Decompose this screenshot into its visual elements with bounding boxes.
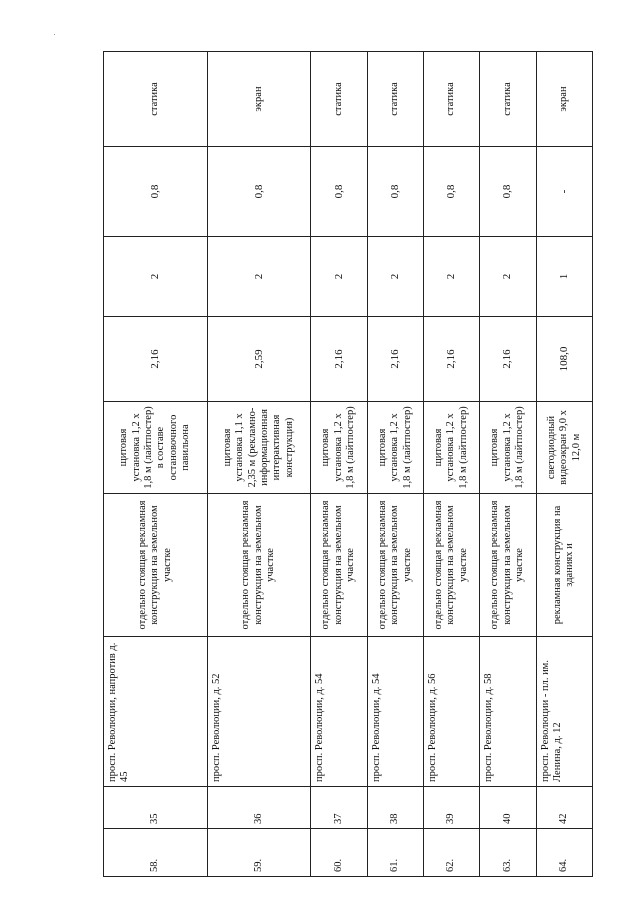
structure-id-cell: 39 <box>424 787 480 829</box>
count-cell: 1 <box>536 237 592 317</box>
display-kind-cell: статика <box>480 52 536 147</box>
table-row <box>424 52 480 877</box>
table-row <box>536 52 592 877</box>
table-row <box>207 52 311 877</box>
structure-type-cell: отдельно стоящая рекламная конструкция на земельном участке <box>367 494 423 637</box>
address-cell: просп. Революции, д. 56 <box>424 637 480 787</box>
address-cell: просп. Революции, д. 54 <box>311 637 367 787</box>
address-cell: просп. Революции, д. 52 <box>207 637 311 787</box>
address-cell: просп. Революции, д. 54 <box>367 637 423 787</box>
display-kind-cell: экран <box>536 52 592 147</box>
description-cell: щитовая установка 1,2 х 1,8 м (лайтпостер) <box>424 402 480 494</box>
count-cell: 2 <box>367 237 423 317</box>
coefficient-cell: 0,8 <box>424 147 480 237</box>
display-kind-cell: статика <box>311 52 367 147</box>
address-cell: просп. Революции, д. 58 <box>480 637 536 787</box>
description-cell: светодиодный видеоэкран 9,0 х 12,0 м <box>536 402 592 494</box>
area-cell: 2,16 <box>424 317 480 402</box>
row-number-cell: 60. <box>311 829 367 877</box>
coefficient-cell: - <box>536 147 592 237</box>
area-cell: 2,16 <box>480 317 536 402</box>
row-number-cell: 59. <box>207 829 311 877</box>
area-cell: 2,59 <box>207 317 311 402</box>
count-cell: 2 <box>424 237 480 317</box>
display-kind-cell: статика <box>424 52 480 147</box>
display-kind-cell: статика <box>367 52 423 147</box>
ad-structures-table <box>103 51 593 877</box>
coefficient-cell: 0,8 <box>480 147 536 237</box>
description-cell: щитовая установка 1,2 х 1,8 м (лайтпостер) <box>480 402 536 494</box>
row-number-cell: 61. <box>367 829 423 877</box>
description-cell: щитовая установка 1,2 х 1,8 м (лайтпостер) в составе остановочного павильона <box>104 402 208 494</box>
count-cell: 2 <box>480 237 536 317</box>
area-cell: 2,16 <box>311 317 367 402</box>
coefficient-cell: 0,8 <box>311 147 367 237</box>
table-body <box>104 52 593 877</box>
table-row <box>104 52 208 877</box>
row-number-cell: 58. <box>104 829 208 877</box>
structure-type-cell: отдельно стоящая рекламная конструкция на земельном участке <box>311 494 367 637</box>
display-kind-cell: экран <box>207 52 311 147</box>
row-number-cell: 63. <box>480 829 536 877</box>
display-kind-cell: статика <box>104 52 208 147</box>
scan-artifact <box>54 34 55 35</box>
rotated-table-wrapper <box>103 52 593 877</box>
structure-type-cell: отдельно стоящая рекламная конструкция на земельном участке <box>480 494 536 637</box>
structure-type-cell: отдельно стоящая рекламная конструкция на земельном участке <box>207 494 311 637</box>
description-cell: щитовая установка 1,1 х 2,35 м (рекламно-информационная интерактивная конструкция) <box>207 402 311 494</box>
structure-type-cell: рекламная конструкция на зданиях и <box>536 494 592 637</box>
area-cell: 2,16 <box>104 317 208 402</box>
structure-id-cell: 40 <box>480 787 536 829</box>
count-cell: 2 <box>104 237 208 317</box>
count-cell: 2 <box>311 237 367 317</box>
coefficient-cell: 0,8 <box>104 147 208 237</box>
address-cell: просп. Революции - пл. им. Ленина, д. 12 <box>536 637 592 787</box>
count-cell: 2 <box>207 237 311 317</box>
table-row <box>367 52 423 877</box>
address-cell: просп. Революции, напротив д. 45 <box>104 637 208 787</box>
table-row <box>311 52 367 877</box>
row-number-cell: 64. <box>536 829 592 877</box>
structure-id-cell: 37 <box>311 787 367 829</box>
area-cell: 2,16 <box>367 317 423 402</box>
structure-id-cell: 35 <box>104 787 208 829</box>
coefficient-cell: 0,8 <box>367 147 423 237</box>
structure-type-cell: отдельно стоящая рекламная конструкция на земельном участке <box>104 494 208 637</box>
structure-id-cell: 42 <box>536 787 592 829</box>
description-cell: щитовая установка 1,2 х 1,8 м (лайтпостер) <box>311 402 367 494</box>
area-cell: 108,0 <box>536 317 592 402</box>
coefficient-cell: 0,8 <box>207 147 311 237</box>
structure-id-cell: 38 <box>367 787 423 829</box>
row-number-cell: 62. <box>424 829 480 877</box>
structure-type-cell: отдельно стоящая рекламная конструкция на земельном участке <box>424 494 480 637</box>
description-cell: щитовая установка 1,2 х 1,8 м (лайтпостер) <box>367 402 423 494</box>
table-row <box>480 52 536 877</box>
structure-id-cell: 36 <box>207 787 311 829</box>
